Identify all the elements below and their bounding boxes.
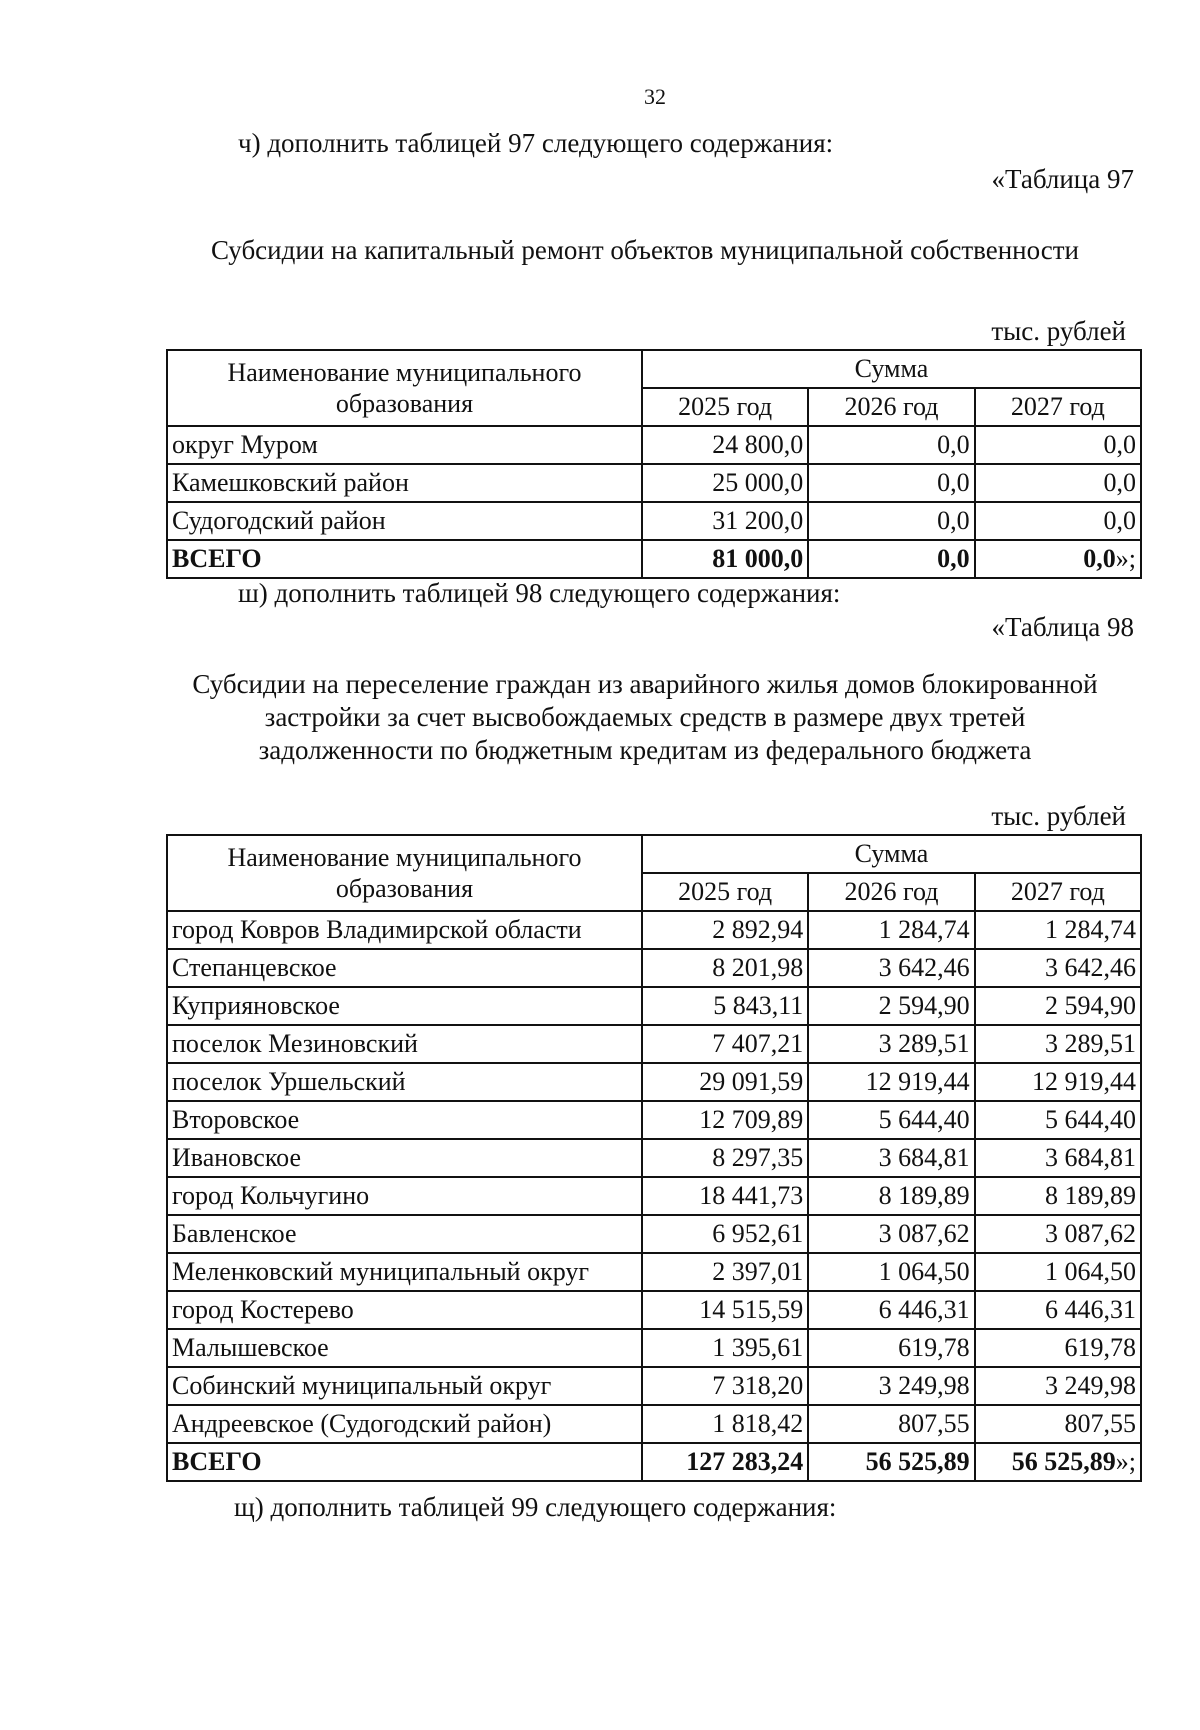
row-2027: 8 189,89 [975, 1177, 1141, 1215]
table-row [167, 987, 1141, 1025]
table98-header-2027: 2027 год [975, 873, 1141, 911]
row-name: Второвское [167, 1101, 642, 1139]
table98-header-2025: 2025 год [642, 873, 808, 911]
row-2025: 31 200,0 [642, 502, 808, 540]
row-2025: 7 318,20 [642, 1367, 808, 1405]
table-row [167, 1367, 1141, 1405]
total-2027-value: 56 525,89 [1011, 1447, 1116, 1476]
row-name: город Костерево [167, 1291, 642, 1329]
table-row [167, 464, 1141, 502]
row-name: Малышевское [167, 1329, 642, 1367]
row-2026: 619,78 [808, 1329, 974, 1367]
table98-header-name [167, 835, 642, 911]
table-row [167, 911, 1141, 949]
row-2027: 807,55 [975, 1405, 1141, 1443]
table98-title [150, 668, 1140, 767]
row-name: город Кольчугино [167, 1177, 642, 1215]
instruction-ch: ч) дополнить таблицей 97 следующего содержания: [238, 128, 834, 158]
header-name-line2: образования [335, 389, 474, 418]
table-row [167, 426, 1141, 464]
row-name: Камешковский район [167, 464, 642, 502]
quote-close: »; [1115, 544, 1136, 573]
table-row [167, 1063, 1141, 1101]
row-name: город Ковров Владимирской области [167, 911, 642, 949]
row-2025: 8 201,98 [642, 949, 808, 987]
row-2027: 2 594,90 [975, 987, 1141, 1025]
row-2026: 3 684,81 [808, 1139, 974, 1177]
row-2025: 29 091,59 [642, 1063, 808, 1101]
table98-header-2026: 2026 год [808, 873, 974, 911]
total-2025: 127 283,24 [642, 1443, 808, 1481]
table97-label: «Таблица 97 [991, 164, 1134, 194]
table98-title-line2: застройки за счет высвобождаемых средств в размере двух третей [264, 702, 1026, 732]
row-2025: 18 441,73 [642, 1177, 808, 1215]
table98-title-line3: задолженности по бюджетным кредитам из федерального бюджета [258, 735, 1032, 765]
row-2027: 5 644,40 [975, 1101, 1141, 1139]
total-row [167, 1443, 1141, 1481]
row-name: Андреевское (Судогодский район) [167, 1405, 642, 1443]
row-name: Собинский муниципальный округ [167, 1367, 642, 1405]
row-2026: 0,0 [808, 464, 974, 502]
row-2026: 2 594,90 [808, 987, 974, 1025]
row-2027: 0,0 [975, 502, 1141, 540]
row-2026: 3 087,62 [808, 1215, 974, 1253]
row-2025: 14 515,59 [642, 1291, 808, 1329]
table-row [167, 1405, 1141, 1443]
table97-header-name [167, 350, 642, 426]
row-name: Судогодский район [167, 502, 642, 540]
row-2026: 3 642,46 [808, 949, 974, 987]
row-2025: 1 818,42 [642, 1405, 808, 1443]
quote-close: »; [1115, 1447, 1136, 1476]
total-2027-value: 0,0 [1083, 544, 1116, 573]
row-name: Меленковский муниципальный округ [167, 1253, 642, 1291]
header-name-line1: Наименование муниципального [227, 843, 582, 872]
total-2025: 81 000,0 [642, 540, 808, 578]
total-2027 [975, 1443, 1141, 1481]
row-2027: 3 642,46 [975, 949, 1141, 987]
total-2026: 0,0 [808, 540, 974, 578]
table-row [167, 1291, 1141, 1329]
table-row [167, 1329, 1141, 1367]
row-2027: 3 684,81 [975, 1139, 1141, 1177]
instruction-sh: ш) дополнить таблицей 98 следующего содержания: [238, 578, 841, 608]
total-2027 [975, 540, 1141, 578]
table-row [167, 1025, 1141, 1063]
header-name-line2: образования [335, 874, 474, 903]
table98-title-line1: Субсидии на переселение граждан из аварийного жилья домов блокированной [192, 669, 1098, 699]
table98-body [167, 911, 1141, 1443]
table-row [167, 502, 1141, 540]
table-row [167, 1215, 1141, 1253]
row-2027: 12 919,44 [975, 1063, 1141, 1101]
row-2025: 7 407,21 [642, 1025, 808, 1063]
table97-title: Субсидии на капитальный ремонт объектов муниципальной собственности [210, 235, 1080, 265]
table98-units: тыс. рублей [991, 801, 1126, 831]
row-2026: 807,55 [808, 1405, 974, 1443]
row-name: округ Муром [167, 426, 642, 464]
row-2027: 0,0 [975, 426, 1141, 464]
total-name: ВСЕГО [167, 1443, 642, 1481]
row-2026: 0,0 [808, 502, 974, 540]
table97-header-sum: Сумма [642, 350, 1141, 388]
row-2027: 1 284,74 [975, 911, 1141, 949]
row-2027: 0,0 [975, 464, 1141, 502]
row-2025: 2 397,01 [642, 1253, 808, 1291]
table97-units: тыс. рублей [991, 316, 1126, 346]
row-2026: 1 284,74 [808, 911, 974, 949]
row-2026: 3 249,98 [808, 1367, 974, 1405]
table-row [167, 949, 1141, 987]
row-2027: 3 249,98 [975, 1367, 1141, 1405]
row-2027: 619,78 [975, 1329, 1141, 1367]
row-2025: 6 952,61 [642, 1215, 808, 1253]
row-name: Степанцевское [167, 949, 642, 987]
row-2026: 5 644,40 [808, 1101, 974, 1139]
row-2025: 24 800,0 [642, 426, 808, 464]
row-2025: 1 395,61 [642, 1329, 808, 1367]
row-name: Куприяновское [167, 987, 642, 1025]
row-2027: 3 289,51 [975, 1025, 1141, 1063]
row-2026: 6 446,31 [808, 1291, 974, 1329]
table-row [167, 1139, 1141, 1177]
total-2026: 56 525,89 [808, 1443, 974, 1481]
row-2025: 2 892,94 [642, 911, 808, 949]
table98-label: «Таблица 98 [991, 612, 1134, 642]
row-2025: 25 000,0 [642, 464, 808, 502]
instruction-shch: щ) дополнить таблицей 99 следующего содержания: [234, 1492, 837, 1522]
row-2027: 3 087,62 [975, 1215, 1141, 1253]
table97-header-2026: 2026 год [808, 388, 974, 426]
row-2025: 8 297,35 [642, 1139, 808, 1177]
row-name: Ивановское [167, 1139, 642, 1177]
row-2025: 5 843,11 [642, 987, 808, 1025]
row-name: Бавленское [167, 1215, 642, 1253]
row-2026: 0,0 [808, 426, 974, 464]
row-2027: 1 064,50 [975, 1253, 1141, 1291]
row-name: поселок Уршельский [167, 1063, 642, 1101]
table97-header-2027: 2027 год [975, 388, 1141, 426]
row-2027: 6 446,31 [975, 1291, 1141, 1329]
page-number: 32 [644, 84, 666, 109]
row-2025: 12 709,89 [642, 1101, 808, 1139]
row-2026: 8 189,89 [808, 1177, 974, 1215]
total-row [167, 540, 1141, 578]
row-2026: 12 919,44 [808, 1063, 974, 1101]
row-2026: 3 289,51 [808, 1025, 974, 1063]
header-name-line1: Наименование муниципального [227, 358, 582, 387]
table97-header-2025: 2025 год [642, 388, 808, 426]
table97 [166, 349, 1142, 579]
table-row [167, 1253, 1141, 1291]
table-row [167, 1101, 1141, 1139]
total-name: ВСЕГО [167, 540, 642, 578]
table-row [167, 1177, 1141, 1215]
table98-header-sum: Сумма [642, 835, 1141, 873]
row-2026: 1 064,50 [808, 1253, 974, 1291]
table98 [166, 834, 1142, 1482]
row-name: поселок Мезиновский [167, 1025, 642, 1063]
